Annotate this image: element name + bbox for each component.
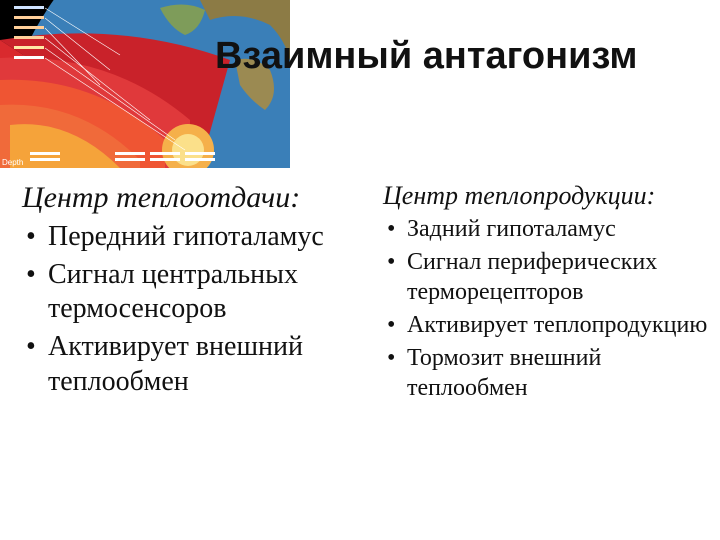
list-item: • Передний гипоталамус xyxy=(22,220,362,254)
list-item: • Тормозит внешний теплообмен xyxy=(383,343,713,403)
right-column xyxy=(383,180,713,403)
list-item: • Сигнал центральных термосенсоров xyxy=(22,258,362,326)
left-bullet-list xyxy=(22,220,362,399)
right-column-heading: Центр теплопродукции: xyxy=(383,181,656,210)
left-column-heading: Центр теплоотдачи: xyxy=(22,181,301,214)
list-item: • Задний гипоталамус xyxy=(383,214,713,244)
slide-title: Взаимный антагонизм xyxy=(215,35,638,77)
depth-label: Depth xyxy=(2,158,24,167)
list-item: • Активирует теплопродукцию xyxy=(383,310,713,340)
earth-layers-image xyxy=(0,0,290,168)
list-item: • Активирует внешний теплообмен xyxy=(22,330,362,398)
list-item: • Сигнал периферических терморецепторов xyxy=(383,247,713,307)
left-column xyxy=(22,180,362,399)
right-bullet-list xyxy=(383,214,713,403)
